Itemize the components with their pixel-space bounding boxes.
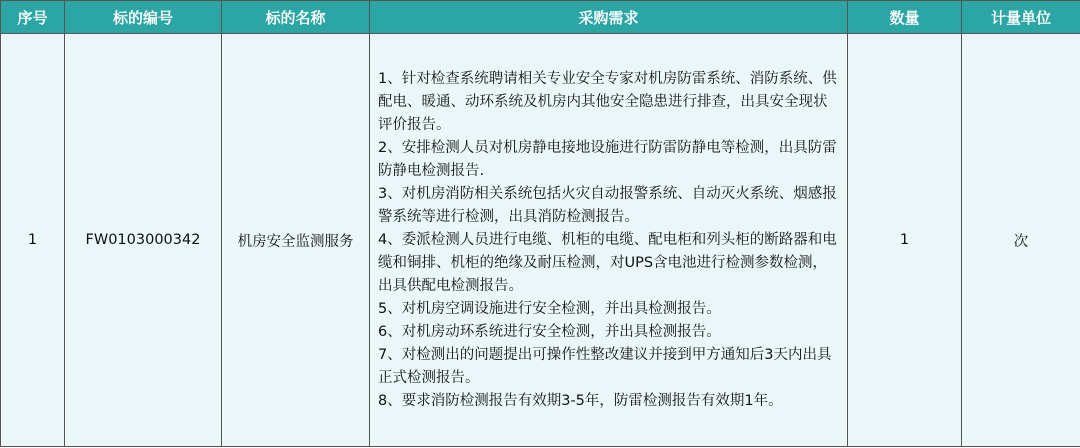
cell-quantity: 1 <box>848 34 962 447</box>
cell-name: 机房安全监测服务 <box>222 34 370 447</box>
cell-unit: 次 <box>962 34 1080 447</box>
header-requirements: 采购需求 <box>370 1 848 34</box>
table-header <box>1 1 1080 34</box>
cell-index: 1 <box>1 34 65 447</box>
header-code: 标的编号 <box>65 1 222 34</box>
cell-requirements <box>370 34 848 447</box>
requirement-item-4: 4、委派检测人员进行电缆、机柜的电缆、配电柜和列头柜的断路器和电缆和铜排、机柜的绝缘及耐压检测，对UPS含电池进行检测参数检测，出具供配电检测报告。 <box>378 231 837 294</box>
table-body <box>1 34 1080 447</box>
header-unit: 计量单位 <box>962 1 1080 34</box>
header-name: 标的名称 <box>222 1 370 34</box>
requirement-item-1: 1、针对检查系统聘请相关专业安全专家对机房防雷系统、消防系统、供配电、暖通、动环系统及机房内其他安全隐患进行排查，出具安全现状评价报告。 <box>378 70 837 133</box>
header-quantity: 数量 <box>848 1 962 34</box>
requirement-item-6: 6、对机房动环系统进行安全检测，并出具检测报告。 <box>378 323 721 340</box>
requirement-item-8: 8、要求消防检测报告有效期3-5年，防雷检测报告有效期1年。 <box>378 392 783 409</box>
requirement-item-5: 5、对机房空调设施进行安全检测，并出具检测报告。 <box>378 300 721 317</box>
header-row <box>1 1 1080 34</box>
requirement-item-7: 7、对检测出的问题提出可操作性整改建议并接到甲方通知后3天内出具正式检测报告。 <box>378 346 832 386</box>
table-row <box>1 34 1080 447</box>
cell-code: FW0103000342 <box>65 34 222 447</box>
requirement-item-3: 3、对机房消防相关系统包括火灾自动报警系统、自动灭火系统、烟感报警系统等进行检测，出具消防检测报告。 <box>378 185 837 225</box>
requirement-item-2: 2、安排检测人员对机房静电接地设施进行防雷防静电等检测，出具防雷防静电检测报告. <box>378 139 837 179</box>
header-index: 序号 <box>1 1 65 34</box>
